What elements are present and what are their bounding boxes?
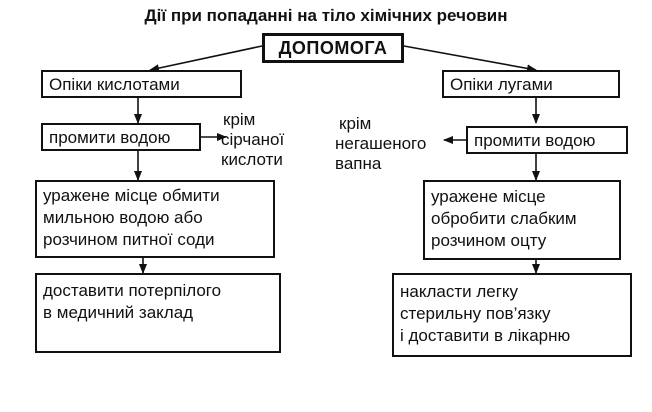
left-header-box xyxy=(41,70,242,98)
left-step3-line: доставити потерпілого xyxy=(43,281,222,300)
right-note xyxy=(335,114,426,174)
right-step3-line: і доставити в лікарню xyxy=(400,326,571,345)
left-step3-box xyxy=(35,273,281,353)
right-step1-label: промити водою xyxy=(474,131,596,150)
right-step2-box xyxy=(423,180,621,260)
right-header-label: Опіки лугами xyxy=(450,75,553,94)
center-box-label: ДОПОМОГА xyxy=(278,38,388,58)
left-note-line: кислоти xyxy=(221,150,283,169)
right-step3-line: накласти легку xyxy=(400,282,519,301)
left-step3-line: в медичний заклад xyxy=(43,303,194,322)
left-step2-line: розчином питної соди xyxy=(43,230,215,249)
right-note-line: негашеного xyxy=(335,134,427,153)
left-step1-box xyxy=(41,123,201,151)
left-note-line: сірчаної xyxy=(221,130,285,149)
left-note xyxy=(221,110,284,170)
left-step2-box xyxy=(35,180,275,258)
right-step2-line: розчином оцту xyxy=(431,231,547,250)
right-note-line: вапна xyxy=(335,154,382,173)
arrow-center-to-right-header xyxy=(404,46,536,70)
right-step3-box xyxy=(392,273,632,357)
left-header-label: Опіки кислотами xyxy=(49,75,180,94)
right-step2-line: уражене місце xyxy=(431,187,546,206)
left-note-line: крім xyxy=(223,110,256,129)
left-step2-line: мильною водою або xyxy=(43,208,203,227)
left-step2-line: уражене місце обмити xyxy=(43,186,220,205)
right-step1-box xyxy=(466,126,628,154)
right-header-box xyxy=(442,70,620,98)
right-note-line: крім xyxy=(339,114,372,133)
left-step1-label: промити водою xyxy=(49,128,171,147)
diagram-title: Дії при попаданні на тіло хімічних речовин xyxy=(144,6,508,25)
arrow-center-to-left-header xyxy=(150,46,262,70)
right-step2-line: обробити слабким xyxy=(431,209,577,228)
right-step3-line: стерильну пов’язку xyxy=(400,304,551,323)
center-box-help xyxy=(262,33,404,63)
